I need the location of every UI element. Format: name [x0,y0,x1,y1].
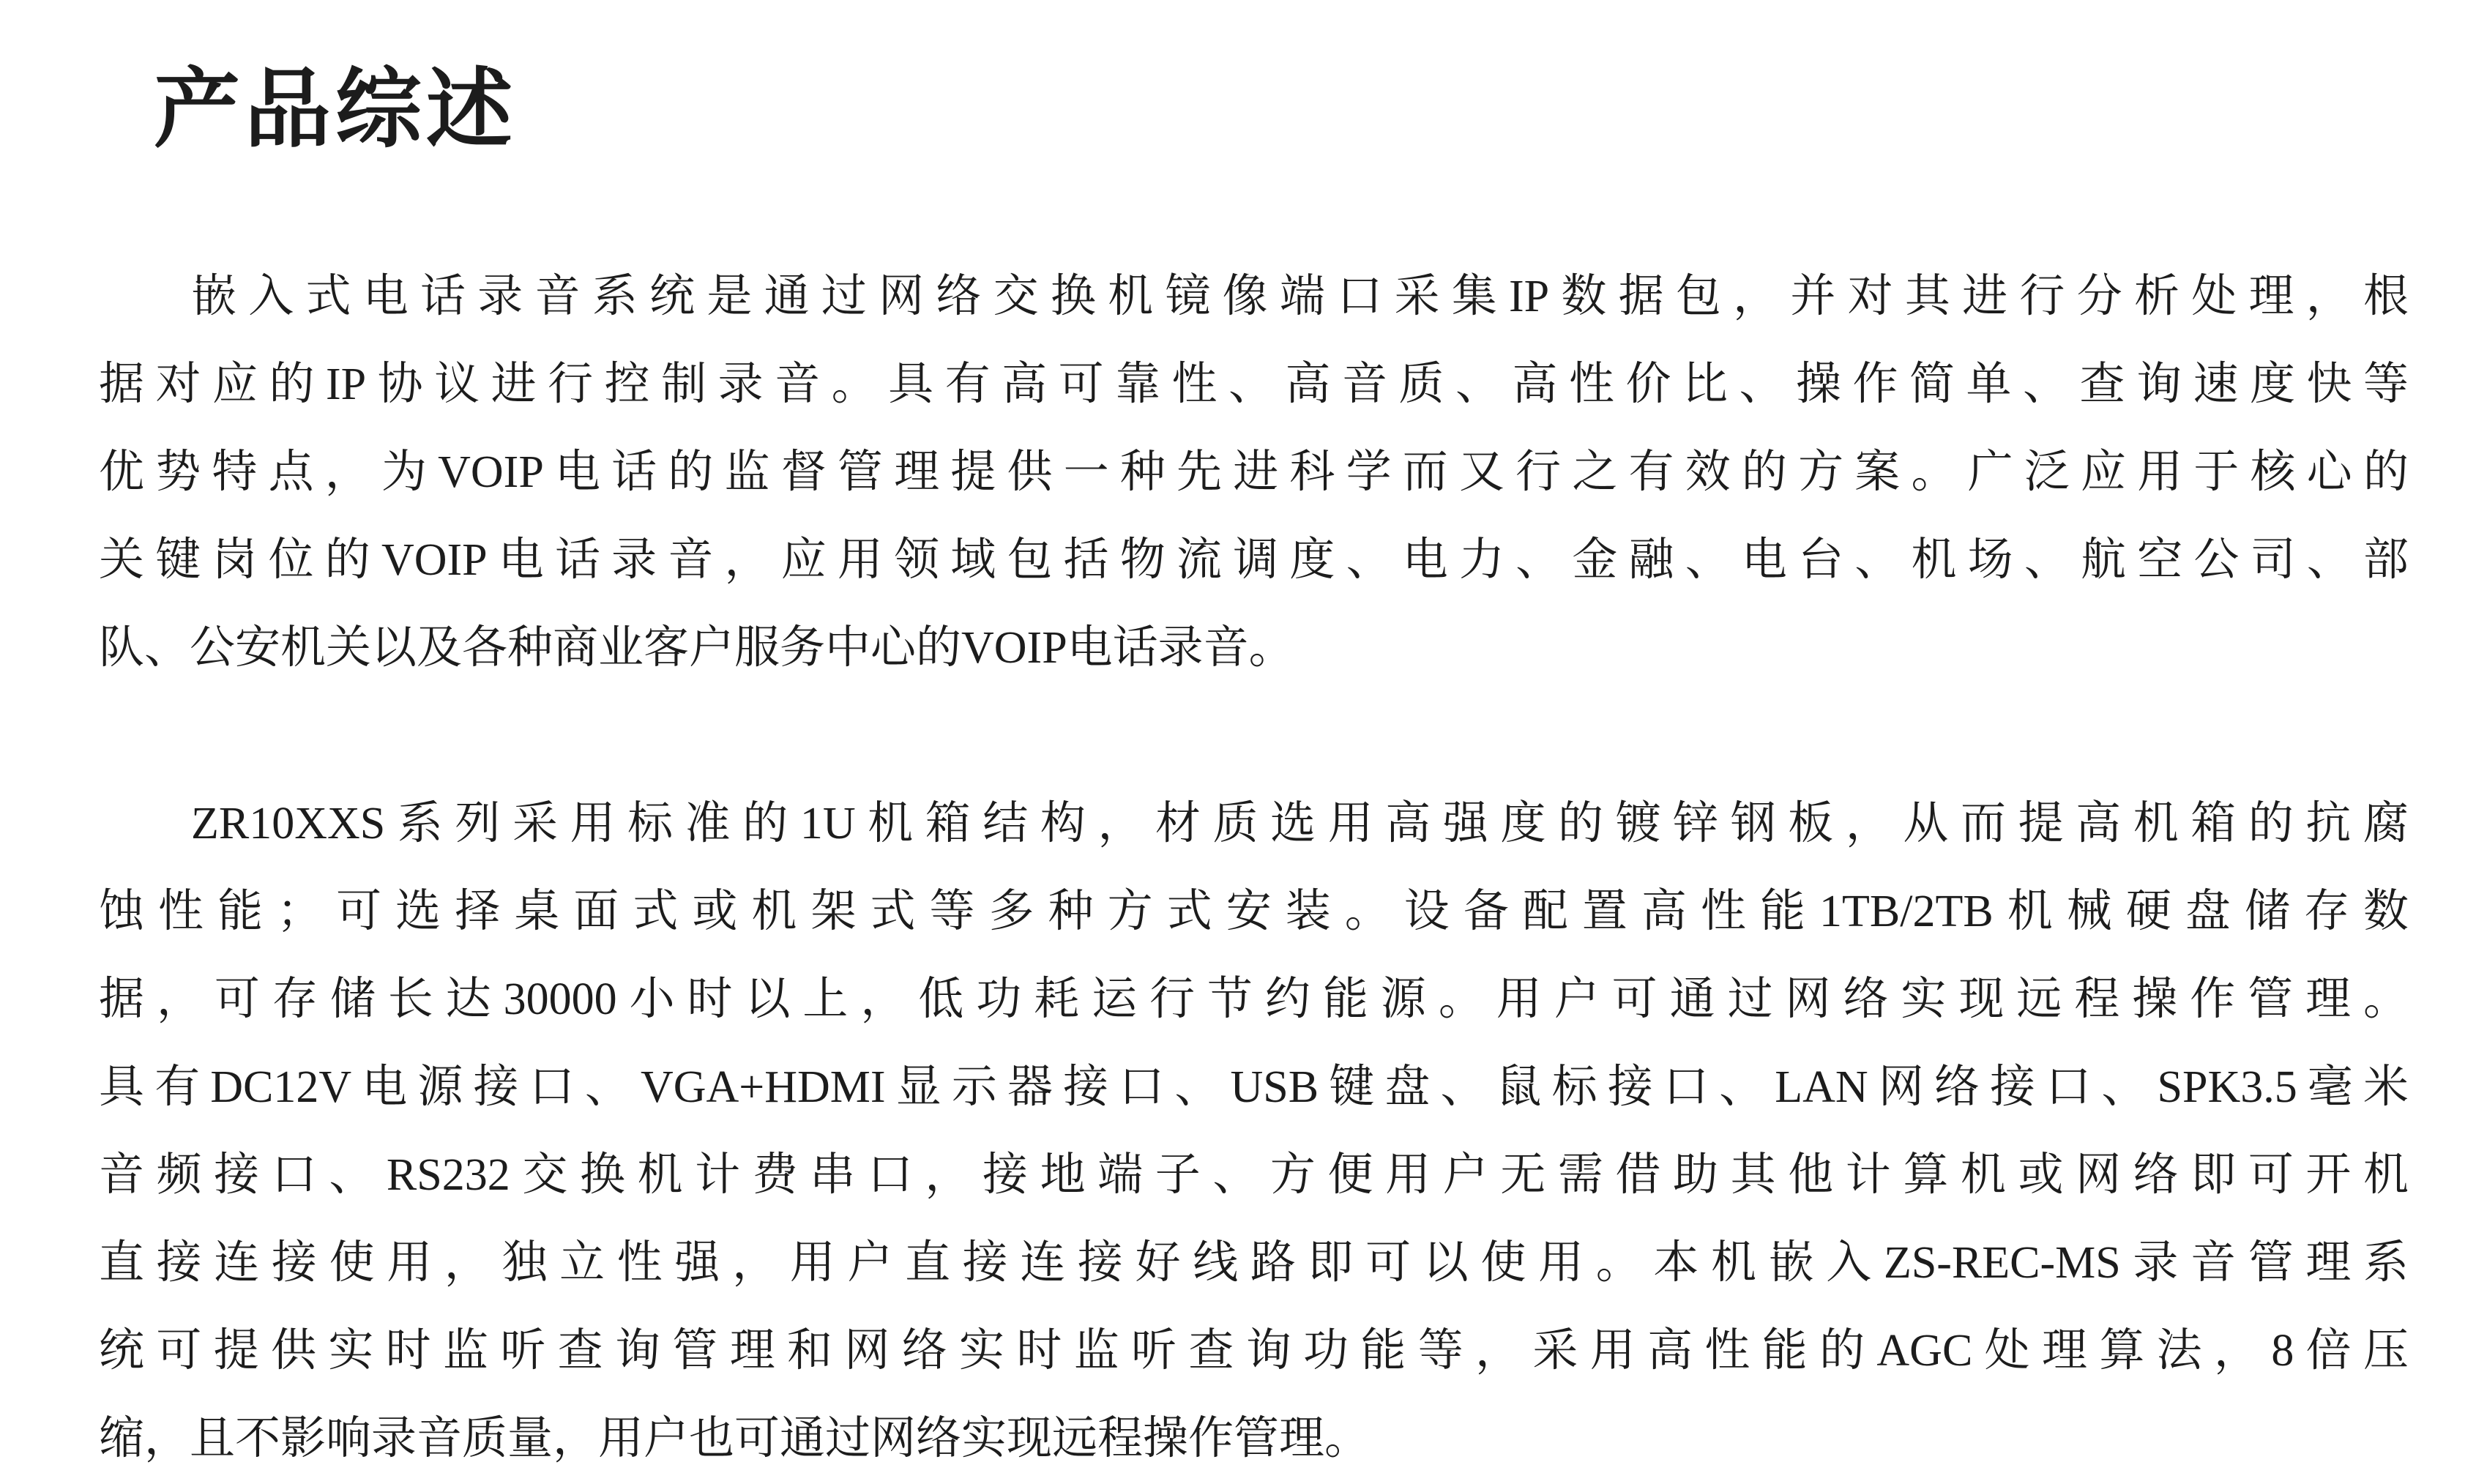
paragraph-line: 直接连接使用，独立性强，用户直接连接好线路即可以使用。本机嵌入ZS-REC-MS录音管理系 [99,1238,2409,1288]
paragraph-line: 优势特点，为VOIP电话的监督管理提供一种先进科学而又行之有效的方案。广泛应用于核心的 [99,447,2409,497]
paragraph-line: 嵌入式电话录音系统是通过网络交换机镜像端口采集IP数据包，并对其进行分析处理，根 [191,272,2409,321]
paragraph-line: 据，可存储长达30000小时以上，低功耗运行节约能源。用户可通过网络实现远程操作管理。 [99,974,2409,1024]
paragraph-line: 据对应的IP协议进行控制录音。具有高可靠性、高音质、高性价比、操作简单、查询速度快等 [99,359,2409,409]
paragraph-line: 关键岗位的VOIP电话录音，应用领域包括物流调度、电力、金融、电台、机场、航空公司、部 [99,535,2409,585]
paragraph-line: 具有DC12V电源接口、VGA+HDMI显示器接口、USB键盘、鼠标接口、LAN网络接口、SPK3.5毫米 [99,1062,2409,1112]
paragraph-line: ZR10XXS系列采用标准的1U机箱结构，材质选用高强度的镀锌钢板，从而提高机箱的抗腐 [191,799,2409,849]
paragraph-line: 蚀性能；可选择桌面式或机架式等多种方式安装。设备配置高性能1TB/2TB机械硬盘储存数 [99,887,2409,936]
paragraph-line: 音频接口、RS232交换机计费串口，接地端子、方便用户无需借助其他计算机或网络即可开机 [99,1150,2409,1200]
paragraph-line: 统可提供实时监听查询管理和网络实时监听查询功能等，采用高性能的AGC处理算法，8倍压 [99,1326,2409,1376]
paragraph-product-overview [99,253,2409,692]
page-title: 产品综述 [154,62,518,158]
paragraph-line: 缩，且不影响录音质量，用户也可通过网络实现远程操作管理。 [99,1414,1371,1464]
paragraph-hardware-description [99,780,2409,1483]
paragraph-line: 队、公安机关以及各种商业客户服务中心的VOIP电话录音。 [99,623,1294,673]
